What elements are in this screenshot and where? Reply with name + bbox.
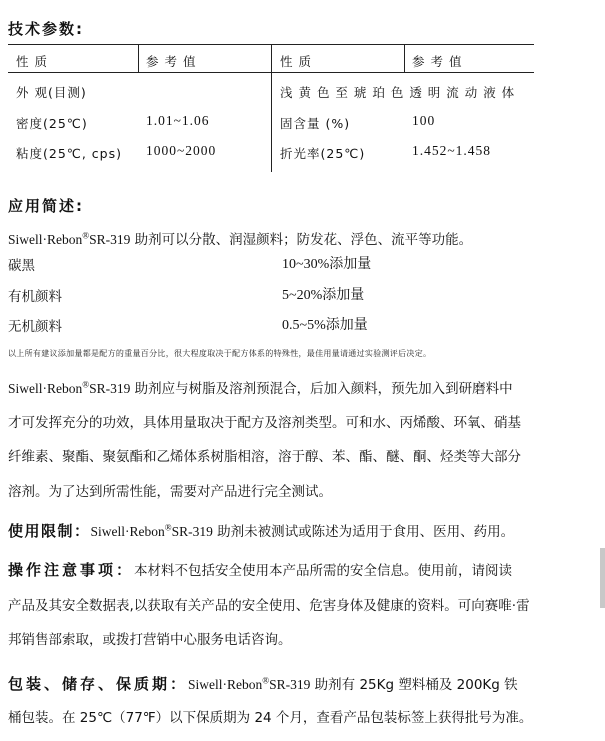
dosage-note: 以上所有建议添加量都是配方的重量百分比，很大程度取决于配方体系的特殊性，最佳用量请通过实验测评后决定。	[8, 349, 432, 358]
density-value: 1.01~1.06	[146, 113, 210, 128]
solid-content-value: 100	[412, 113, 436, 128]
usage-paragraph-line-1	[8, 377, 513, 397]
usage-paragraph-line-2: 才可发挥充分的功效，具体用量取决于配方及溶剂类型。可和水、丙烯酸、环氧、硝基	[8, 415, 521, 431]
brand-name: Siwell·Rebon	[90, 524, 165, 539]
product-model: SR-319	[171, 524, 213, 539]
pigment-name-inorganic: 无机颜料	[8, 319, 62, 335]
table-col-divider-2	[271, 44, 272, 172]
window-edge-scroll-handle[interactable]	[600, 548, 605, 608]
registered-mark: ®	[82, 379, 90, 390]
packaging-line-2: 桶包装。在 25℃（77℉）以下保质期为 24 个月，查看产品包装标签上获得批号为准。	[8, 710, 533, 726]
table-header-value-2: 参 考 值	[412, 54, 463, 69]
pigment-amount-inorganic: 0.5~5%添加量	[282, 318, 368, 333]
packaging-line-1	[8, 673, 518, 694]
table-col-divider-1	[138, 44, 139, 72]
registered-mark: ®	[164, 522, 172, 533]
usage-paragraph-line-4: 溶剂。为了达到所需性能，需要对产品进行完全测试。	[8, 484, 332, 500]
caution-line-1	[8, 559, 512, 580]
pigment-name-organic: 有机颜料	[8, 289, 62, 305]
caution-line-3: 邦销售部索取，或拨打营销中心服务电话咨询。	[8, 632, 292, 648]
refractive-index-label: 折光率(25℃)	[280, 146, 366, 161]
table-header-value-1: 参 考 值	[146, 54, 197, 69]
pigment-amount-organic: 5~20%添加量	[282, 288, 365, 303]
table-header-property-1: 性 质	[16, 54, 48, 69]
brand-name: Siwell·Rebon	[188, 677, 263, 692]
viscosity-value: 1000~2000	[146, 143, 217, 158]
density-label: 密度(25℃)	[16, 116, 88, 131]
caution-heading: 操作注意事项：	[8, 561, 135, 579]
appearance-value: 浅 黄 色 至 琥 珀 色 透 明 流 动 液 体	[280, 85, 516, 100]
product-model: SR-319	[89, 381, 131, 396]
brand-name: Siwell·Rebon	[8, 232, 83, 247]
solid-content-label: 固含量 (%)	[280, 116, 351, 131]
restriction-text: 助剂未被测试或陈述为适用于食用、医用、药用。	[212, 524, 515, 540]
usage-paragraph-line-3: 纤维素、聚酯、聚氨酯和乙烯体系树脂相溶，溶于醇、苯、酯、醚、酮、烃类等大部分	[8, 449, 521, 465]
application-intro	[8, 228, 472, 248]
appearance-label: 外 观(目测)	[16, 85, 87, 100]
registered-mark: ®	[82, 230, 90, 241]
refractive-index-value: 1.452~1.458	[412, 143, 492, 158]
restriction-heading: 使用限制：	[8, 522, 91, 540]
application-heading: 应用简述:	[8, 197, 84, 215]
application-intro-text: 助剂可以分散、润湿颜料；防发花、浮色、流平等功能。	[130, 232, 473, 248]
viscosity-label: 粘度(25℃, cps)	[16, 146, 122, 161]
caution-text-1: 本材料不包括安全使用本产品所需的安全信息。使用前，请阅读	[134, 563, 513, 579]
product-model: SR-319	[269, 677, 311, 692]
packaging-heading: 包装、储存、保质期：	[8, 675, 189, 693]
product-model: SR-319	[89, 232, 131, 247]
restriction-line	[8, 520, 514, 541]
table-header-property-2: 性 质	[280, 54, 312, 69]
pigment-name-carbon-black: 碳黑	[8, 258, 35, 274]
packaging-text-1: 助剂有 25Kg 塑料桶及 200Kg 铁	[310, 677, 518, 693]
pigment-amount-carbon-black: 10~30%添加量	[282, 257, 372, 272]
usage-paragraph-text-1: 助剂应与树脂及溶剂预混合，后加入颜料，预先加入到研磨料中	[130, 381, 513, 397]
registered-mark: ®	[262, 675, 270, 686]
brand-name: Siwell·Rebon	[8, 381, 83, 396]
tech-heading: 技术参数:	[8, 20, 84, 38]
table-col-divider-3	[404, 44, 405, 72]
caution-line-2: 产品及其安全数据表,以获取有关产品的安全使用、危害身体及健康的资料。可向赛唯·雷	[8, 598, 530, 614]
